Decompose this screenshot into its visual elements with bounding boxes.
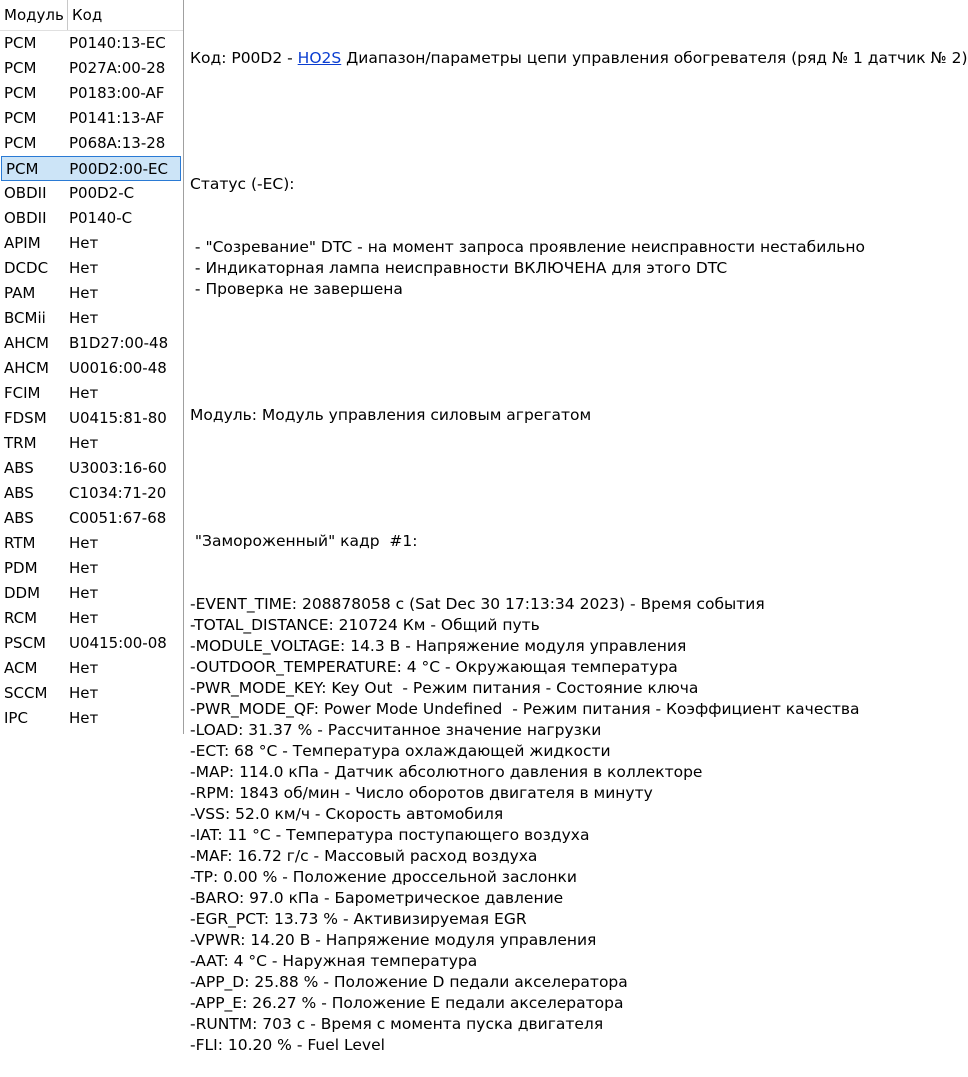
- dtc-row[interactable]: [0, 556, 183, 581]
- row-code: Нет: [69, 684, 99, 702]
- row-module: PCM: [4, 109, 37, 127]
- row-module: SCCM: [4, 684, 48, 702]
- row-module: ACM: [4, 659, 38, 677]
- row-module: PCM: [4, 59, 37, 77]
- dtc-row[interactable]: [0, 681, 183, 706]
- row-code: Нет: [69, 234, 99, 252]
- dtc-row[interactable]: [0, 506, 183, 531]
- row-module: TRM: [4, 434, 37, 452]
- dtc-row[interactable]: [0, 356, 183, 381]
- row-code: C1034:71-20: [69, 484, 167, 502]
- column-header-code[interactable]: Код: [72, 6, 103, 24]
- row-code: U0415:81-80: [69, 409, 167, 427]
- row-module: RTM: [4, 534, 36, 552]
- status-lines: [190, 237, 946, 300]
- row-module: AHCM: [4, 334, 49, 352]
- freeze-frame-parameter: -LOAD: 31.37 % - Рассчитанное значение нагрузки: [190, 721, 602, 739]
- dtc-row[interactable]: [0, 406, 183, 431]
- freeze-frame-parameter: -TP: 0.00 % - Положение дроссельной заслонки: [190, 868, 577, 886]
- row-code: P0183:00-AF: [69, 84, 165, 102]
- code-prefix: Код: P00D2 -: [190, 49, 298, 67]
- row-code: Нет: [69, 309, 99, 327]
- dtc-row[interactable]: [0, 656, 183, 681]
- freeze-frame-parameter: -VSS: 52.0 км/ч - Скорость автомобиля: [190, 805, 504, 823]
- freeze-frame-parameter: -PWR_MODE_QF: Power Mode Undefined - Режим питания - Коэффициент качества: [190, 700, 860, 718]
- row-code: Нет: [69, 584, 99, 602]
- freeze-frame-parameter: -APP_D: 25.88 % - Положение D педали акселератора: [190, 973, 628, 991]
- dtc-list[interactable]: [0, 0, 184, 734]
- row-module: ABS: [4, 509, 34, 527]
- row-module: AHCM: [4, 359, 49, 377]
- dtc-row[interactable]: [0, 106, 183, 131]
- dtc-row[interactable]: [0, 131, 183, 156]
- list-header: [0, 0, 183, 31]
- ho2s-link[interactable]: HO2S: [297, 49, 342, 67]
- dtc-row[interactable]: [0, 706, 183, 731]
- row-code: P00D2:00-EC: [69, 160, 168, 178]
- row-code: Нет: [69, 384, 99, 402]
- freeze-frame-title: "Замороженный" кадр #1:: [190, 532, 418, 550]
- row-code: Нет: [69, 709, 99, 727]
- dtc-row[interactable]: [1, 156, 181, 181]
- row-module: PCM: [4, 84, 37, 102]
- dtc-row[interactable]: [0, 231, 183, 256]
- row-code: P027A:00-28: [69, 59, 166, 77]
- row-module: PAM: [4, 284, 36, 302]
- freeze-frame-lines: [190, 594, 946, 1056]
- freeze-frame-parameter: -IAT: 11 °C - Температура поступающего воздуха: [190, 826, 590, 844]
- row-code: Нет: [69, 434, 99, 452]
- row-code: P00D2-C: [69, 184, 135, 202]
- row-code: Нет: [69, 534, 99, 552]
- dtc-row[interactable]: [0, 606, 183, 631]
- row-module: DDM: [4, 584, 41, 602]
- dtc-row[interactable]: [0, 431, 183, 456]
- freeze-frame-parameter: -MODULE_VOLTAGE: 14.3 В - Напряжение модуля управления: [190, 637, 687, 655]
- freeze-frame-parameter: -MAP: 114.0 кПа - Датчик абсолютного давления в коллекторе: [190, 763, 703, 781]
- row-module: IPC: [4, 709, 28, 727]
- freeze-frame-parameter: -RPM: 1843 об/мин - Число оборотов двигателя в минуту: [190, 784, 653, 802]
- row-module: ABS: [4, 484, 34, 502]
- status-title: Статус (-EC):: [190, 175, 295, 193]
- status-line: - "Созревание" DTC - на момент запроса проявление неисправности нестабильно: [190, 238, 865, 256]
- status-line: - Индикаторная лампа неисправности ВКЛЮЧЕНА для этого DTC: [190, 259, 728, 277]
- freeze-frame-parameter: -AAT: 4 °C - Наружная температура: [190, 952, 478, 970]
- column-header-module[interactable]: Модуль: [0, 0, 68, 30]
- freeze-frame-parameter: -FLI: 10.20 % - Fuel Level: [190, 1036, 385, 1054]
- dtc-row[interactable]: [0, 306, 183, 331]
- row-code: Нет: [69, 659, 99, 677]
- row-module: DCDC: [4, 259, 49, 277]
- row-module: FDSM: [4, 409, 47, 427]
- code-description: Диапазон/параметры цепи управления обогревателя (ряд № 1 датчик № 2): [341, 49, 968, 67]
- freeze-frame-parameter: -RUNTM: 703 с - Время с момента пуска двигателя: [190, 1015, 604, 1033]
- freeze-frame-parameter: -MAF: 16.72 г/с - Массовый расход воздуха: [190, 847, 538, 865]
- status-line: - Проверка не завершена: [190, 280, 403, 298]
- dtc-row[interactable]: [0, 631, 183, 656]
- row-code: Нет: [69, 259, 99, 277]
- row-module: PDM: [4, 559, 38, 577]
- row-code: U0016:00-48: [69, 359, 167, 377]
- row-code: U0415:00-08: [69, 634, 167, 652]
- code-line: [190, 48, 968, 69]
- row-module: FCIM: [4, 384, 41, 402]
- dtc-row[interactable]: [0, 381, 183, 406]
- row-code: P068A:13-28: [69, 134, 166, 152]
- row-module: PCM: [6, 160, 39, 178]
- freeze-frame-parameter: -ECT: 68 °C - Температура охлаждающей жидкости: [190, 742, 611, 760]
- freeze-frame-parameter: -APP_E: 26.27 % - Положение E педали акселератора: [190, 994, 624, 1012]
- dtc-row[interactable]: [0, 56, 183, 81]
- dtc-row[interactable]: [0, 481, 183, 506]
- list-rows: [0, 31, 183, 731]
- freeze-frame-parameter: -TOTAL_DISTANCE: 210724 Км - Общий путь: [190, 616, 540, 634]
- row-module: ABS: [4, 459, 34, 477]
- row-module: OBDII: [4, 209, 47, 227]
- row-code: P0140-C: [69, 209, 133, 227]
- row-code: Нет: [69, 559, 99, 577]
- row-code: C0051:67-68: [69, 509, 167, 527]
- dtc-row[interactable]: [0, 31, 183, 56]
- dtc-row[interactable]: [0, 531, 183, 556]
- module-line: Модуль: Модуль управления силовым агрегатом: [190, 406, 592, 424]
- row-code: P0141:13-AF: [69, 109, 165, 127]
- dtc-detail-panel: [184, 0, 968, 1054]
- dtc-row[interactable]: [0, 206, 183, 231]
- dtc-row[interactable]: [0, 581, 183, 606]
- dtc-row[interactable]: [0, 256, 183, 281]
- freeze-frame-parameter: -EGR_PCT: 13.73 % - Активизируемая EGR: [190, 910, 527, 928]
- freeze-frame-parameter: -BARO: 97.0 кПа - Барометрическое давление: [190, 889, 564, 907]
- row-module: PCM: [4, 34, 37, 52]
- row-code: Нет: [69, 284, 99, 302]
- dtc-row[interactable]: [0, 181, 183, 206]
- row-module: PCM: [4, 134, 37, 152]
- freeze-frame-parameter: -OUTDOOR_TEMPERATURE: 4 °C - Окружающая температура: [190, 658, 678, 676]
- row-module: OBDII: [4, 184, 47, 202]
- row-code: B1D27:00-48: [69, 334, 169, 352]
- row-module: RCM: [4, 609, 38, 627]
- row-module: BCMii: [4, 309, 46, 327]
- row-module: PSCM: [4, 634, 46, 652]
- freeze-frame-parameter: -EVENT_TIME: 208878058 с (Sat Dec 30 17:13:34 2023) - Время события: [190, 595, 765, 613]
- dtc-row[interactable]: [0, 281, 183, 306]
- dtc-row[interactable]: [0, 456, 183, 481]
- row-code: Нет: [69, 609, 99, 627]
- row-code: P0140:13-EC: [69, 34, 166, 52]
- freeze-frame-parameter: -VPWR: 14.20 В - Напряжение модуля управления: [190, 931, 597, 949]
- freeze-frame-parameter: -PWR_MODE_KEY: Key Out - Режим питания - Состояние ключа: [190, 679, 699, 697]
- row-module: APIM: [4, 234, 41, 252]
- dtc-row[interactable]: [0, 81, 183, 106]
- dtc-row[interactable]: [0, 331, 183, 356]
- row-code: U3003:16-60: [69, 459, 167, 477]
